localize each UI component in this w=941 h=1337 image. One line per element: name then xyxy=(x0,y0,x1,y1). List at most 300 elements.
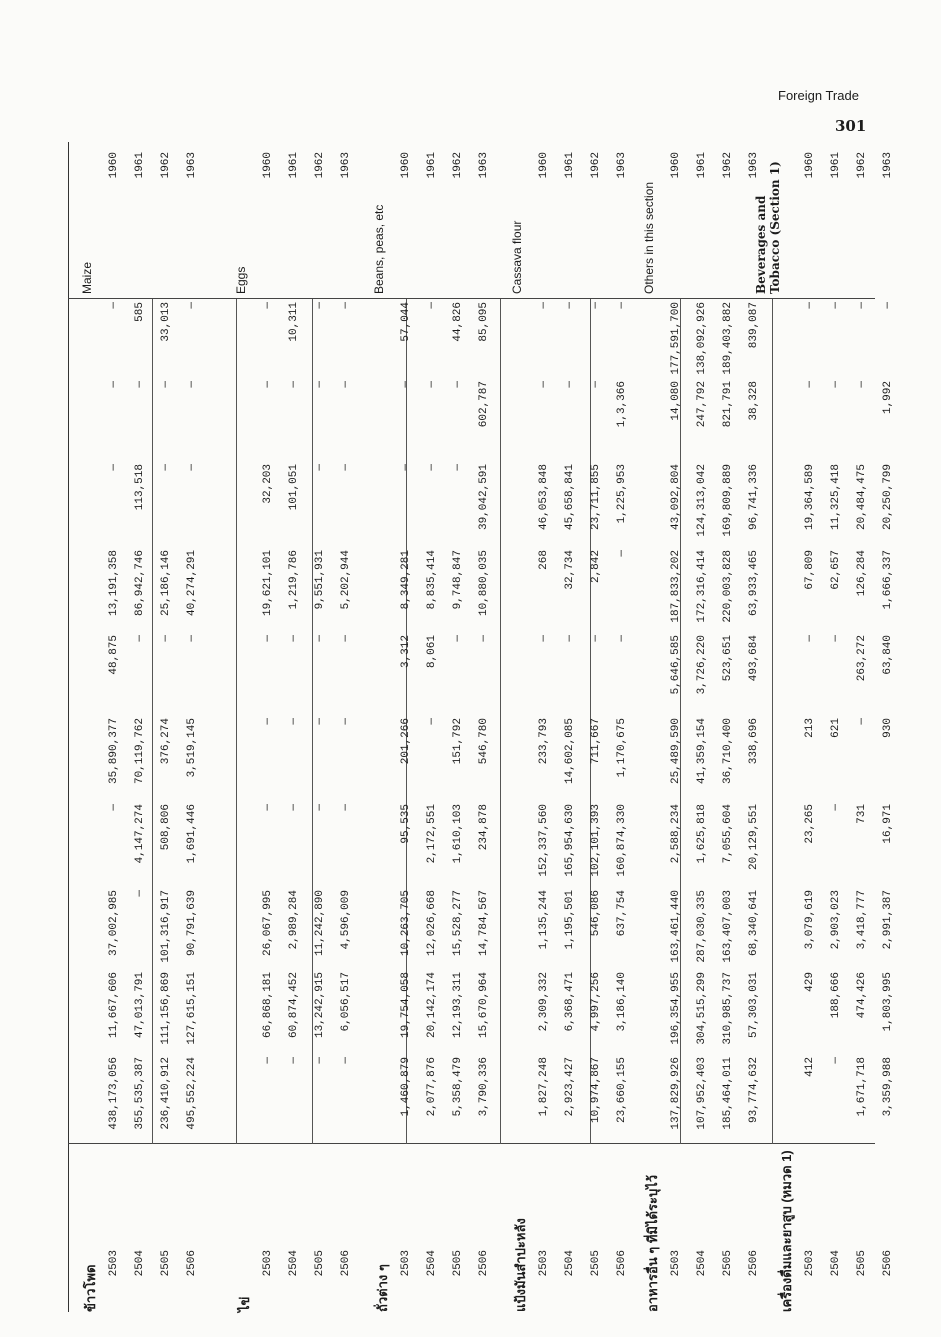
year-en: 1960 xyxy=(670,152,682,179)
value-cell: 355,535,387 xyxy=(134,1057,146,1130)
year-th: 2506 xyxy=(340,1250,352,1277)
table-row xyxy=(392,142,418,1312)
value-cell: 196,354,955 xyxy=(670,972,682,1045)
value-cell: — xyxy=(262,635,274,642)
year-th: 2505 xyxy=(160,1250,172,1277)
value-cell: 102,101,393 xyxy=(590,804,602,877)
section-label-en: Maize xyxy=(80,261,94,294)
value-cell: — xyxy=(262,804,274,811)
value-cell: 310,985,737 xyxy=(722,972,734,1045)
table-row xyxy=(178,142,204,1312)
value-cell: — xyxy=(108,464,120,471)
value-cell: — xyxy=(160,381,172,388)
value-cell: 1,219,786 xyxy=(288,550,300,610)
value-cell: 3,186,140 xyxy=(616,972,628,1032)
value-cell: 85,095 xyxy=(478,302,490,342)
value-cell: — xyxy=(856,381,868,388)
value-cell: 60,874,452 xyxy=(288,972,300,1039)
value-cell: 304,515,299 xyxy=(696,972,708,1045)
value-cell: 602,787 xyxy=(478,381,490,428)
year-th: 2505 xyxy=(722,1250,734,1277)
value-cell: 15,670,964 xyxy=(478,972,490,1039)
year-en: 1960 xyxy=(538,152,550,179)
year-en: 1963 xyxy=(748,152,760,179)
value-cell: 12,026,668 xyxy=(426,890,438,957)
value-cell: 546,780 xyxy=(478,718,490,765)
value-cell: 2,991,387 xyxy=(882,890,894,950)
section-label-th: แป้งมันสำปะหลัง xyxy=(513,1218,528,1312)
value-cell: — xyxy=(804,635,816,642)
year-en: 1962 xyxy=(856,152,868,179)
value-cell: 9,551,931 xyxy=(314,550,326,610)
value-cell: — xyxy=(186,464,198,471)
value-cell: — xyxy=(478,635,490,642)
year-en: 1963 xyxy=(186,152,198,179)
value-cell: 1,666,337 xyxy=(882,550,894,610)
value-cell: 96,741,336 xyxy=(748,464,760,531)
value-cell: 263,272 xyxy=(856,635,868,682)
table-row xyxy=(444,142,470,1312)
value-cell: 6,368,471 xyxy=(564,972,576,1032)
year-en: 1962 xyxy=(314,152,326,179)
value-cell: — xyxy=(262,718,274,725)
value-cell: — xyxy=(452,464,464,471)
value-cell: — xyxy=(340,1057,352,1064)
table-row xyxy=(582,142,608,1312)
year-en: 1961 xyxy=(830,152,842,179)
value-cell: — xyxy=(340,804,352,811)
value-cell: 67,809 xyxy=(804,550,816,590)
table-row xyxy=(608,142,634,1312)
value-cell: 10,880,035 xyxy=(478,550,490,617)
value-cell: 338,696 xyxy=(748,718,760,765)
section-header xyxy=(368,142,394,1312)
value-cell: 201,266 xyxy=(400,718,412,765)
value-cell: — xyxy=(564,302,576,309)
value-cell: 32,734 xyxy=(564,550,576,590)
table-row xyxy=(714,142,740,1312)
year-th: 2504 xyxy=(696,1250,708,1277)
value-cell: — xyxy=(400,381,412,388)
section-header xyxy=(506,142,532,1312)
value-cell: 32,203 xyxy=(262,464,274,504)
value-cell: 2,842 xyxy=(590,550,602,584)
value-cell: 8,061 xyxy=(426,635,438,669)
value-cell: 177,591,700 xyxy=(670,302,682,375)
value-cell: — xyxy=(288,635,300,642)
trade-table xyxy=(60,142,894,1312)
value-cell: — xyxy=(590,635,602,642)
year-th: 2504 xyxy=(830,1250,842,1277)
value-cell: 4,147,274 xyxy=(134,804,146,864)
value-cell: 11,325,418 xyxy=(830,464,842,531)
value-cell: 169,809,889 xyxy=(722,464,734,537)
year-th: 2506 xyxy=(616,1250,628,1277)
value-cell: 10,263,705 xyxy=(400,890,412,957)
value-cell: 9,748,847 xyxy=(452,550,464,610)
value-cell: 493,684 xyxy=(748,635,760,682)
value-cell: 160,874,330 xyxy=(616,804,628,877)
year-en: 1960 xyxy=(108,152,120,179)
year-en: 1961 xyxy=(696,152,708,179)
value-cell: — xyxy=(538,302,550,309)
table-row xyxy=(796,142,822,1312)
value-cell: 20,250,799 xyxy=(882,464,894,531)
section-label-en: Beans, peas, etc xyxy=(372,204,386,294)
year-th: 2503 xyxy=(670,1250,682,1277)
value-cell: 23,265 xyxy=(804,804,816,844)
value-cell: — xyxy=(314,804,326,811)
value-cell: — xyxy=(186,635,198,642)
value-cell: 508,806 xyxy=(160,804,172,851)
value-cell: 111,156,869 xyxy=(160,972,172,1045)
table-row xyxy=(306,142,332,1312)
year-en: 1960 xyxy=(804,152,816,179)
value-cell: 236,410,912 xyxy=(160,1057,172,1130)
value-cell: 637,754 xyxy=(616,890,628,937)
year-th: 2504 xyxy=(426,1250,438,1277)
value-cell: — xyxy=(262,302,274,309)
value-cell: 5,202,944 xyxy=(340,550,352,610)
value-cell: 20,484,475 xyxy=(856,464,868,531)
year-th: 2505 xyxy=(314,1250,326,1277)
value-cell: 3,418,777 xyxy=(856,890,868,950)
value-cell: 2,923,427 xyxy=(564,1057,576,1117)
value-cell: — xyxy=(400,464,412,471)
value-cell: — xyxy=(616,635,628,642)
section-label-en: Eggs xyxy=(234,266,248,294)
value-cell: 711,667 xyxy=(590,718,602,765)
value-cell: 185,464,011 xyxy=(722,1057,734,1130)
year-en: 1961 xyxy=(288,152,300,179)
value-cell: 1,135,244 xyxy=(538,890,550,950)
value-cell: 57,044 xyxy=(400,302,412,342)
value-cell: 187,833,202 xyxy=(670,550,682,623)
value-cell: — xyxy=(856,718,868,725)
value-cell: — xyxy=(538,381,550,388)
value-cell: — xyxy=(314,302,326,309)
value-cell: 152,337,560 xyxy=(538,804,550,877)
value-cell: 62,657 xyxy=(830,550,842,590)
value-cell: — xyxy=(426,718,438,725)
value-cell: — xyxy=(288,1057,300,1064)
value-cell: 12,193,311 xyxy=(452,972,464,1039)
value-cell: 19,754,058 xyxy=(400,972,412,1039)
value-cell: 2,077,876 xyxy=(426,1057,438,1117)
table-row xyxy=(126,142,152,1312)
value-cell: — xyxy=(186,302,198,309)
year-th: 2505 xyxy=(856,1250,868,1277)
value-cell: 1,460,879 xyxy=(400,1057,412,1117)
value-cell: 8,349,281 xyxy=(400,550,412,610)
year-en: 1962 xyxy=(590,152,602,179)
table-row xyxy=(662,142,688,1312)
value-cell: — xyxy=(616,302,628,309)
value-cell: 412 xyxy=(804,1057,816,1077)
value-cell: 11,667,606 xyxy=(108,972,120,1039)
value-cell: 233,793 xyxy=(538,718,550,765)
value-cell: 113,518 xyxy=(134,464,146,511)
value-cell: — xyxy=(108,804,120,811)
year-th: 2506 xyxy=(748,1250,760,1277)
value-cell: 1,827,248 xyxy=(538,1057,550,1117)
value-cell: 23,660,155 xyxy=(616,1057,628,1124)
table-row xyxy=(254,142,280,1312)
table-row xyxy=(332,142,358,1312)
value-cell: 151,792 xyxy=(452,718,464,765)
value-cell: 44,826 xyxy=(452,302,464,342)
value-cell: — xyxy=(538,635,550,642)
value-cell: — xyxy=(882,302,894,309)
value-cell: 14,784,567 xyxy=(478,890,490,957)
value-cell: — xyxy=(288,718,300,725)
value-cell: — xyxy=(160,464,172,471)
value-cell: 1,671,718 xyxy=(856,1057,868,1117)
value-cell: 163,407,003 xyxy=(722,890,734,963)
section-label-en: Beverages and Tobacco (Section 1) xyxy=(754,161,782,294)
value-cell: 19,621,101 xyxy=(262,550,274,617)
value-cell: — xyxy=(804,302,816,309)
value-cell: 213 xyxy=(804,718,816,738)
year-th: 2505 xyxy=(590,1250,602,1277)
value-cell: — xyxy=(288,381,300,388)
value-cell: 268 xyxy=(538,550,550,570)
year-th: 2504 xyxy=(288,1250,300,1277)
value-cell: — xyxy=(314,1057,326,1064)
value-cell: — xyxy=(340,464,352,471)
value-cell: 821,791 xyxy=(722,381,734,428)
value-cell: 10,311 xyxy=(288,302,300,342)
value-cell: 287,030,335 xyxy=(696,890,708,963)
value-cell: 523,651 xyxy=(722,635,734,682)
value-cell: 10,974,867 xyxy=(590,1057,602,1124)
table-row xyxy=(848,142,874,1312)
value-cell: 5,646,585 xyxy=(670,635,682,695)
value-cell: 1,195,501 xyxy=(564,890,576,950)
year-en: 1960 xyxy=(400,152,412,179)
value-cell: 43,092,804 xyxy=(670,464,682,531)
section-label-en: Cassava flour xyxy=(510,220,524,294)
value-cell: 137,829,926 xyxy=(670,1057,682,1130)
value-cell: 3,519,145 xyxy=(186,718,198,778)
value-cell: 2,172,551 xyxy=(426,804,438,864)
value-cell: — xyxy=(426,464,438,471)
value-cell: 45,658,841 xyxy=(564,464,576,531)
value-cell: 48,875 xyxy=(108,635,120,675)
table-row xyxy=(152,142,178,1312)
value-cell: 188,666 xyxy=(830,972,842,1019)
value-cell: — xyxy=(340,718,352,725)
value-cell: 57,303,031 xyxy=(748,972,760,1039)
value-cell: — xyxy=(564,635,576,642)
year-th: 2503 xyxy=(538,1250,550,1277)
value-cell: 90,791,639 xyxy=(186,890,198,957)
section-label-th: ถั่วต่าง ๆ xyxy=(375,1264,390,1312)
value-cell: 93,774,632 xyxy=(748,1057,760,1124)
value-cell: 16,971 xyxy=(882,804,894,844)
table-row xyxy=(556,142,582,1312)
value-cell: 1,803,995 xyxy=(882,972,894,1032)
value-cell: 39,042,591 xyxy=(478,464,490,531)
value-cell: 2,588,234 xyxy=(670,804,682,864)
section-header xyxy=(76,142,102,1312)
value-cell: 70,119,762 xyxy=(134,718,146,785)
section-label-th: เครื่องดื่มและยาสูบ (หมวด 1) xyxy=(779,1150,794,1312)
value-cell: — xyxy=(452,381,464,388)
value-cell: — xyxy=(830,804,842,811)
table-row xyxy=(280,142,306,1312)
value-cell: — xyxy=(590,381,602,388)
value-cell: 3,790,336 xyxy=(478,1057,490,1117)
value-cell: — xyxy=(134,381,146,388)
value-cell: 20,142,174 xyxy=(426,972,438,1039)
value-cell: 127,615,151 xyxy=(186,972,198,1045)
value-cell: 36,710,400 xyxy=(722,718,734,785)
table-row xyxy=(100,142,126,1312)
value-cell: 165,954,630 xyxy=(564,804,576,877)
value-cell: 13,242,915 xyxy=(314,972,326,1039)
year-th: 2505 xyxy=(452,1250,464,1277)
year-th: 2506 xyxy=(478,1250,490,1277)
value-cell: — xyxy=(340,635,352,642)
value-cell: 2,903,023 xyxy=(830,890,842,950)
value-cell: 474,426 xyxy=(856,972,868,1019)
value-cell: 86,942,746 xyxy=(134,550,146,617)
year-en: 1962 xyxy=(722,152,734,179)
value-cell: — xyxy=(830,1057,842,1064)
value-cell: — xyxy=(340,381,352,388)
value-cell: — xyxy=(262,381,274,388)
value-cell: 68,340,641 xyxy=(748,890,760,957)
value-cell: 1,992 xyxy=(882,381,894,415)
value-cell: 126,284 xyxy=(856,550,868,597)
year-th: 2506 xyxy=(882,1250,894,1277)
value-cell: 37,002,985 xyxy=(108,890,120,957)
value-cell: — xyxy=(314,635,326,642)
value-cell: 495,552,224 xyxy=(186,1057,198,1130)
value-cell: 1,3,366 xyxy=(616,381,628,428)
value-cell: 1,625,818 xyxy=(696,804,708,864)
value-cell: 220,003,828 xyxy=(722,550,734,623)
value-cell: — xyxy=(804,381,816,388)
year-en: 1961 xyxy=(426,152,438,179)
value-cell: 33,013 xyxy=(160,302,172,342)
value-cell: 585 xyxy=(134,302,146,322)
year-th: 2504 xyxy=(564,1250,576,1277)
table-row xyxy=(822,142,848,1312)
value-cell: 4,997,256 xyxy=(590,972,602,1032)
value-cell: 2,989,284 xyxy=(288,890,300,950)
year-th: 2503 xyxy=(262,1250,274,1277)
value-cell: 3,726,220 xyxy=(696,635,708,695)
value-cell: 4,596,009 xyxy=(340,890,352,950)
table-row xyxy=(530,142,556,1312)
value-cell: 66,868,181 xyxy=(262,972,274,1039)
value-cell: — xyxy=(590,302,602,309)
year-en: 1962 xyxy=(160,152,172,179)
value-cell: 1,225,953 xyxy=(616,464,628,524)
value-cell: 63,840 xyxy=(882,635,894,675)
value-cell: 189,403,882 xyxy=(722,302,734,375)
year-th: 2503 xyxy=(400,1250,412,1277)
year-en: 1963 xyxy=(616,152,628,179)
value-cell: — xyxy=(340,302,352,309)
value-cell: 38,328 xyxy=(748,381,760,421)
value-cell: — xyxy=(830,635,842,642)
year-th: 2503 xyxy=(108,1250,120,1277)
value-cell: — xyxy=(108,302,120,309)
section-header xyxy=(230,142,256,1312)
value-cell: 163,461,440 xyxy=(670,890,682,963)
table-row xyxy=(418,142,444,1312)
value-cell: 546,086 xyxy=(590,890,602,937)
table-row xyxy=(740,142,766,1312)
value-cell: 15,528,277 xyxy=(452,890,464,957)
value-cell: 14,602,085 xyxy=(564,718,576,785)
value-cell: 13,191,358 xyxy=(108,550,120,617)
section-label-th: ข้าวโพด xyxy=(83,1264,98,1312)
value-cell: 63,933,465 xyxy=(748,550,760,617)
year-en: 1962 xyxy=(452,152,464,179)
value-cell: — xyxy=(830,302,842,309)
value-cell: 95,535 xyxy=(400,804,412,844)
table-bottom-rule xyxy=(68,142,69,1312)
value-cell: 172,316,414 xyxy=(696,550,708,623)
value-cell: — xyxy=(314,718,326,725)
value-cell: 731 xyxy=(856,804,868,824)
value-cell: 6,056,517 xyxy=(340,972,352,1032)
value-cell: — xyxy=(288,804,300,811)
value-cell: 429 xyxy=(804,972,816,992)
section-label-th: ไข่ xyxy=(237,1296,252,1312)
value-cell: — xyxy=(856,302,868,309)
section-label-en: Others in this section xyxy=(642,181,656,294)
section-label-th: อาหารอื่น ๆ ที่มิได้ระบุไว้ xyxy=(645,1174,660,1312)
value-cell: — xyxy=(314,464,326,471)
value-cell: — xyxy=(160,635,172,642)
value-cell: 124,313,042 xyxy=(696,464,708,537)
value-cell: 107,952,403 xyxy=(696,1057,708,1130)
section-title: Foreign Trade xyxy=(778,88,859,103)
value-cell: 19,364,589 xyxy=(804,464,816,531)
page-number: 301 xyxy=(835,117,867,135)
value-cell: — xyxy=(426,302,438,309)
value-cell: 247,792 xyxy=(696,381,708,428)
value-cell: 1,610,103 xyxy=(452,804,464,864)
value-cell: 20,129,551 xyxy=(748,804,760,871)
value-cell: 11,242,890 xyxy=(314,890,326,957)
value-cell: 46,053,848 xyxy=(538,464,550,531)
year-en: 1963 xyxy=(882,152,894,179)
value-cell: 621 xyxy=(830,718,842,738)
value-cell: 1,170,675 xyxy=(616,718,628,778)
value-cell: 839,087 xyxy=(748,302,760,349)
year-en: 1960 xyxy=(262,152,274,179)
value-cell: 35,890,377 xyxy=(108,718,120,785)
value-cell: 1,691,446 xyxy=(186,804,198,864)
year-en: 1961 xyxy=(134,152,146,179)
value-cell: — xyxy=(134,635,146,642)
value-cell: 138,092,926 xyxy=(696,302,708,375)
value-cell: 25,489,590 xyxy=(670,718,682,785)
section-header xyxy=(638,142,664,1312)
value-cell: 47,013,791 xyxy=(134,972,146,1039)
value-cell: 3,079,619 xyxy=(804,890,816,950)
value-cell: 376,274 xyxy=(160,718,172,765)
value-cell: 234,878 xyxy=(478,804,490,851)
value-cell: 3,312 xyxy=(400,635,412,669)
value-cell: 438,173,056 xyxy=(108,1057,120,1130)
